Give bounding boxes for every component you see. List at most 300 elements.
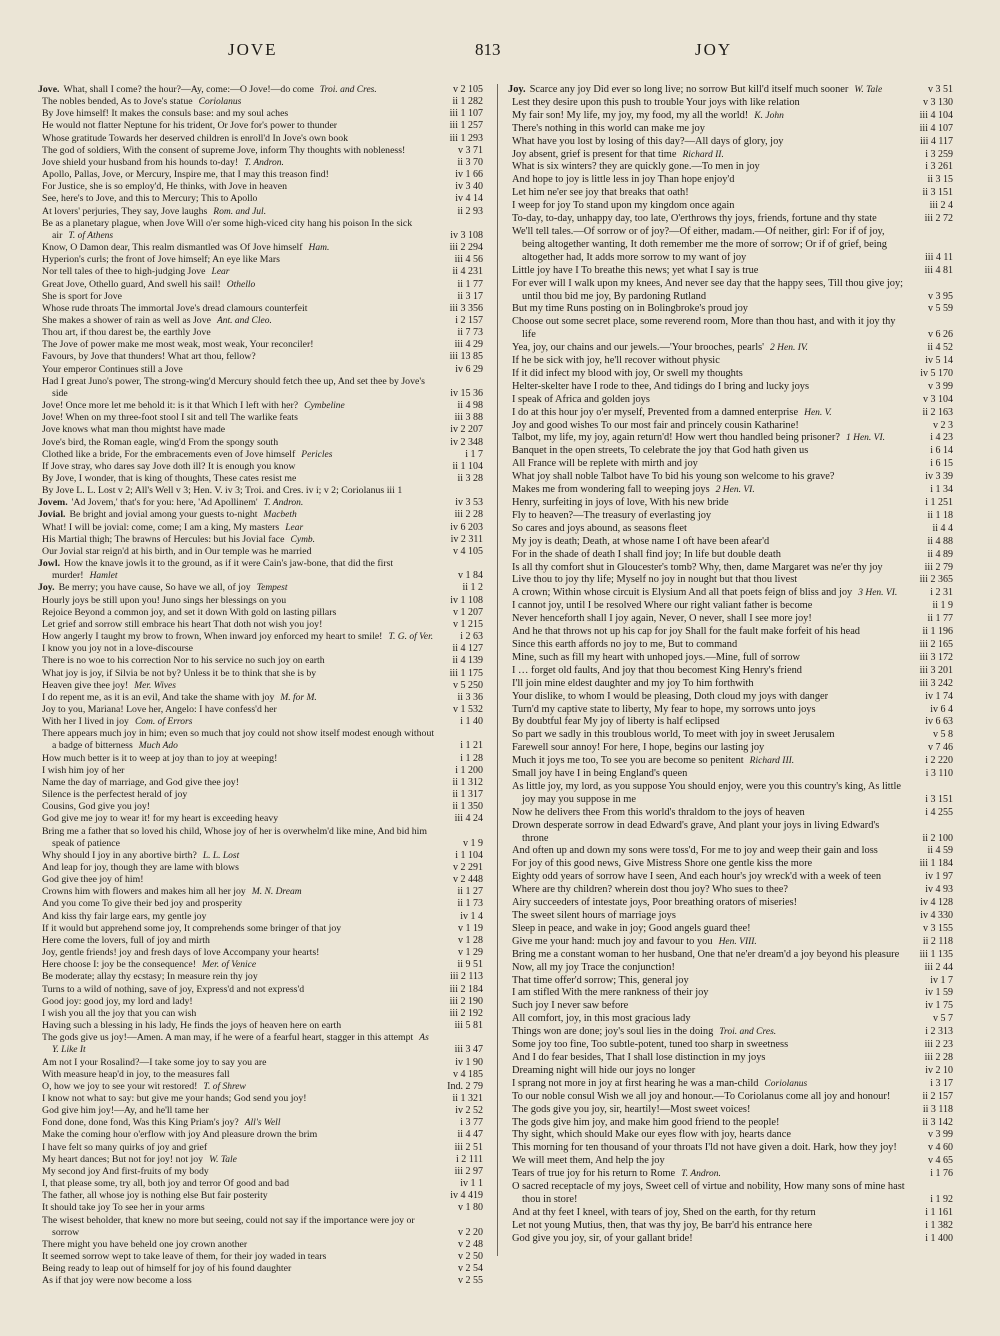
entry-quotation: That time offer'd sorrow; This, general joy [512,974,689,986]
entry-act-scene-line: Ind. 2 79 [447,1080,483,1092]
concordance-entry [508,562,953,575]
entry-play-title: Cymbeline [304,401,345,412]
concordance-entry [38,765,483,777]
entry-act-scene-line: iv 5 170 [920,367,953,379]
entry-act-scene-line: v 1 80 [458,1202,483,1214]
concordance-entry [508,1142,953,1155]
entry-quotation: Here come the lovers, full of joy and mirth [42,934,210,946]
concordance-entry [508,149,953,162]
entry-quotation: If he be sick with joy, he'll recover without physic [512,355,720,367]
entry-act-scene-line: ii 1 77 [457,278,483,290]
concordance-entry [508,704,953,717]
entry-act-scene-line: ii 3 15 [927,174,953,186]
entry-quotation: Where are thy children? wherein dost thou joy? Who sues to thee? [512,884,788,896]
entry-act-scene-line: i 2 111 [455,1153,483,1165]
entry-act-scene-line: v 1 19 [458,922,483,934]
entry-quotation: Clothed like a bride, For the embracements even of Jove himself [42,448,296,460]
entry-act-scene-line: iv 6 29 [455,363,483,375]
entry-act-scene-line: i 6 15 [930,458,953,470]
entry-act-scene-line: iv 4 330 [920,910,953,921]
concordance-entry [508,600,953,613]
entry-quotation: Choose out some secret place, some reverend room, More than thou hast, and with it joy thy life [512,316,896,341]
entry-quotation: But my time Runs posting on in Bolingbroke's proud joy [512,303,748,315]
concordance-entry [508,639,953,652]
entry-act-scene-line: v 4 60 [928,1142,953,1154]
concordance-entry [38,1020,483,1032]
concordance-entry [38,959,483,971]
entry-act-scene-line: ii 4 88 [927,535,953,547]
concordance-entry [38,291,483,303]
entry-quotation: Crowns him with flowers and makes him all her joy [42,886,246,898]
entry-act-scene-line: v 3 130 [923,96,953,108]
entry-act-scene-line: iv 1 4 [460,910,483,922]
entry-act-scene-line: iii 2 97 [454,1165,483,1177]
entry-act-scene-line: iv 1 74 [925,690,953,702]
entry-quotation: I know you joy not in a love-discourse [42,643,194,655]
concordance-entry [38,376,483,400]
entry-act-scene-line: iii 13 85 [449,351,483,363]
entry-act-scene-line: ii 1 2 [462,582,483,594]
concordance-entry [508,136,953,149]
entry-act-scene-line: v 4 105 [453,545,483,557]
concordance-entry [38,935,483,947]
entry-quotation: Be bright and jovial among your guests to-night [69,509,258,521]
entry-quotation: Jove! When on my three-foot stool I sit and tell The warlike feats [42,412,298,424]
entry-quotation: Jove! Once more let me behold it: is it that Which I left with her? [42,400,299,412]
entry-act-scene-line: v 3 99 [928,380,953,392]
entry-act-scene-line: i 1 400 [925,1232,953,1244]
concordance-entry [508,110,953,123]
concordance-entry [38,655,483,667]
entry-quotation: She is sport for Jove [42,290,123,302]
entry-act-scene-line: ii 2 157 [922,1090,953,1102]
concordance-entry [508,1000,953,1013]
entry-play-title: Mer. Wives [134,680,176,691]
entry-play-title: Pericles [301,449,333,460]
entry-quotation: What, shall I come? the hour?—Ay, come:—O Jove!—do come [63,84,314,95]
entry-play-title: Richard II. [682,149,724,160]
entry-act-scene-line: iii 3 242 [919,677,953,689]
concordance-entry [508,200,953,213]
entry-play-title: Hamlet [89,571,118,582]
entry-quotation: I know not what to say: but give me your hands; God send you joy! [42,1092,307,1104]
entry-act-scene-line: ii 4 47 [457,1129,483,1141]
entry-quotation: For Justice, she is so employ'd, He thinks, with Jove in heaven [42,181,288,193]
entry-act-scene-line: ii 2 93 [457,205,483,217]
entry-act-scene-line: iii 3 88 [454,412,483,424]
entry-quotation: I do at this hour joy o'er myself, Prevented from a damned enterprise [512,406,799,418]
entry-quotation: And you come To give their bed joy and prosperity [42,898,243,910]
entry-quotation: God give thee joy of him! [42,874,144,886]
entry-act-scene-line: iv 4 128 [920,897,953,909]
concordance-entry [38,1178,483,1190]
entry-quotation: God give you joy, sir, of your gallant bride! [512,1232,693,1244]
entry-act-scene-line: iii 2 184 [449,983,483,995]
entry-act-scene-line: iii 4 29 [454,339,483,351]
concordance-entry [38,850,483,862]
entry-act-scene-line: v 3 104 [923,393,953,405]
entry-quotation: Now, all my joy Trace the conjunction! [512,961,675,973]
entry-quotation: Jove's bird, the Roman eagle, wing'd From the spongy south [42,436,279,448]
entry-act-scene-line: v 2 50 [458,1251,483,1262]
concordance-entry [38,108,483,120]
entry-headword: Jove. [38,84,60,95]
concordance-entry [508,665,953,678]
entry-act-scene-line: iii 3 172 [919,651,953,663]
entry-play-title: Lear [211,267,230,278]
entry-act-scene-line: i 2 220 [925,755,953,767]
entry-quotation: Jove shield your husband from his hounds to-day! [42,156,239,168]
entry-quotation: By doubtful fear My joy of liberty is half eclipsed [512,716,720,728]
concordance-entry [38,1032,483,1056]
entry-act-scene-line: iv 2 52 [455,1105,483,1117]
entry-act-scene-line: iii 4 81 [924,264,953,276]
entry-quotation: What have you lost by losing of this day?—All days of glory, joy [512,135,784,147]
concordance-entry [38,1117,483,1129]
entry-act-scene-line: iii 4 11 [925,251,953,263]
entry-quotation: God give him joy!—Ay, and he'll tame her [42,1105,209,1117]
entry-act-scene-line: v 3 155 [923,922,953,934]
entry-quotation: Yea, joy, our chains and our jewels.—'Your brooches, pearls' [512,342,765,354]
entry-act-scene-line: ii 1 77 [927,613,953,625]
concordance-entry [38,898,483,910]
entry-act-scene-line: ii 4 231 [452,266,483,278]
entry-quotation: Your dislike, to whom I would be pleasing, Doth cloud my joys with danger [512,690,829,702]
entry-act-scene-line: i 1 40 [460,716,483,728]
entry-play-title: Rom. and Jul. [213,206,267,217]
concordance-entry [508,278,953,304]
concordance-entry [508,729,953,742]
entry-quotation: My heart dances; But not for joy! not joy [42,1153,204,1165]
entry-act-scene-line: iii 2 4 [929,200,953,212]
entry-act-scene-line: ii 1 9 [932,600,953,612]
concordance-entry [38,485,483,497]
concordance-entry [38,668,483,680]
concordance-entry [38,582,483,594]
entry-play-title: T. Andron. [681,1169,721,1180]
concordance-entry [38,218,483,242]
entry-act-scene-line: ii 1 27 [457,886,483,898]
entry-act-scene-line: iii 5 81 [454,1020,483,1032]
entry-act-scene-line: iii 2 72 [924,213,953,225]
entry-quotation: Lest they desire upon this push to trouble Your joys with like relation [512,96,800,108]
entry-act-scene-line: i 1 382 [925,1219,953,1231]
entry-quotation: I weep for joy To stand upon my kingdom once again [512,200,735,212]
entry-act-scene-line: i 4 23 [930,432,953,444]
entry-act-scene-line: i 3 17 [930,1077,953,1089]
concordance-entry [508,923,953,936]
entry-quotation: Whose gratitude Towards her deserved children is enroll'd In Jove's own book [42,132,349,144]
entry-quotation: 'Ad Jovem,' that's for you: here, 'Ad Apollinem' [71,497,258,509]
concordance-entry [508,975,953,988]
entry-act-scene-line: i 1 104 [455,849,483,861]
entry-act-scene-line: i 1 28 [460,752,483,764]
entry-act-scene-line: i 3 110 [925,768,953,780]
concordance-entry [508,807,953,820]
entry-play-title: L. L. Lost [202,850,240,861]
concordance-entry [38,509,483,521]
entry-quotation: For in the shade of death I shall find joy; In life but double death [512,548,781,560]
concordance-entry [508,1013,953,1026]
entry-quotation: She makes a shower of rain as well as Jove [42,314,211,326]
entry-quotation: I'll join mine eldest daughter and my joy To him forthwith [512,677,754,689]
concordance-entry [38,1105,483,1117]
concordance-entry [38,461,483,473]
concordance-entry [38,971,483,983]
concordance-entry [508,678,953,691]
entry-quotation: The gods give you joy, sir, heartily!—Most sweet voices! [512,1103,751,1115]
entry-quotation: Let grief and sorrow still embrace his heart That doth not wish you joy! [42,618,323,630]
concordance-entry [38,437,483,449]
entry-quotation: Let not young Mutius, then, that was thy joy, Be barr'd his entrance here [512,1219,813,1231]
concordance-entry [38,1081,483,1093]
entry-act-scene-line: iv 1 90 [455,1056,483,1068]
entry-quotation: What joy shall noble Talbot have To bid his young son welcome to his grave? [512,471,835,483]
right-headword: JOY [695,40,733,59]
entry-quotation: Henry, surfeiting in joys of love, With his new bride [512,497,729,508]
concordance-entry [38,534,483,546]
entry-play-title: 2 Hen. VI. [715,485,755,496]
concordance-entry [508,691,953,704]
entry-quotation: There might you have beheld one joy crown another [42,1238,248,1250]
entry-play-title: Mer. of Venice [201,960,257,971]
entry-act-scene-line: i 1 7 [465,448,483,460]
concordance-entry [508,1233,953,1246]
entry-quotation: Turns to a wild of nothing, save of joy, Express'd and not express'd [42,983,305,995]
entry-act-scene-line: iii 1 135 [919,948,953,960]
entry-play-title: Much Ado [138,741,178,752]
entry-act-scene-line: ii 4 98 [457,400,483,412]
entry-act-scene-line: iv 3 40 [455,181,483,193]
entry-act-scene-line: i 2 313 [925,1026,953,1038]
entry-act-scene-line: iv 6 63 [925,716,953,728]
concordance-entry [38,558,483,582]
entry-quotation: Banquet in the open streets, To celebrate the joy that God hath given us [512,445,809,457]
entry-quotation: The wisest beholder, that knew no more but seeing, could not say if the importance were joy or sorrow [42,1214,415,1238]
entry-quotation: To our noble consul Wish we all joy and honour.—To Coriolanus come all joy and honour! [512,1090,891,1102]
entry-act-scene-line: v 1 215 [453,618,483,630]
entry-act-scene-line: iv 1 97 [925,871,953,883]
entry-act-scene-line: ii 1 350 [452,801,483,813]
entry-act-scene-line: v 2 3 [933,419,953,431]
entry-act-scene-line: i 1 76 [930,1168,953,1180]
entry-quotation: Since this earth affords no joy to me, But to command [512,638,738,650]
concordance-entry [38,619,483,631]
entry-act-scene-line: iv 5 14 [925,355,953,367]
entry-act-scene-line: iii 4 117 [920,135,953,147]
entry-act-scene-line: iv 3 53 [455,497,483,509]
entry-play-title: Hen. V. [804,407,832,418]
entry-quotation: There's nothing in this world can make me joy [512,122,705,134]
entry-headword: Joy. [38,582,55,594]
concordance-entry [38,266,483,278]
entry-play-title: 2 Hen. IV. [770,343,808,354]
entry-play-title: 3 Hen. VI. [858,588,898,599]
entry-act-scene-line: ii 1 18 [927,509,953,521]
concordance-entry [508,820,953,846]
entry-quotation: And kiss thy fair large ears, my gentle joy [42,910,207,922]
entry-act-scene-line: v 4 185 [453,1068,483,1080]
entry-quotation: Great Jove, Othello guard, And swell his sail! [42,278,221,290]
entry-quotation: Fond done, done fond, Was this King Priam's joy? [42,1117,239,1129]
concordance-entry [508,962,953,975]
entry-quotation: Helter-skelter have I rode to thee, And tidings do I bring and lucky joys [512,380,810,392]
concordance-entry [38,947,483,959]
entry-act-scene-line: iii 2 113 [450,971,483,983]
entry-quotation: I am stifled With the mere rankness of their joy [512,987,709,999]
concordance-entry [508,1117,953,1130]
entry-act-scene-line: ii 3 70 [457,156,483,168]
entry-act-scene-line: v 2 105 [453,84,483,95]
entry-quotation: The god of soldiers, With the consent of supreme Jove, inform Thy thoughts with nobleness! [42,144,406,156]
entry-quotation: My second joy And first-fruits of my body [42,1165,209,1177]
entry-quotation: Am not I your Rosalind?—I take some joy to say you are [42,1056,267,1068]
concordance-entry [38,1008,483,1020]
concordance-entry [38,777,483,789]
concordance-entry [508,910,953,923]
concordance-entry [38,716,483,728]
entry-quotation: Be merry; you have cause, So have we all, of joy [58,582,251,594]
concordance-entry [38,157,483,169]
entry-quotation: Our Jovial star reign'd at his birth, and in Our temple was he married [42,545,312,557]
entry-quotation: Live thou to joy thy life; Myself no joy in nought but that thou livest [512,574,798,586]
concordance-entry [508,316,953,342]
entry-act-scene-line: iii 2 365 [919,574,953,586]
concordance-entry [508,265,953,278]
entry-act-scene-line: v 7 46 [928,742,953,754]
concordance-entry [508,1026,953,1039]
concordance-entry [508,497,953,510]
entry-quotation: I … forget old faults, And joy that thou becomest King Henry's friend [512,664,802,676]
entry-quotation: Now he delivers thee From this world's thraldom to the joys of heaven [512,806,805,818]
concordance-entry [38,497,483,509]
entry-quotation: This morning for ten thousand of your throats I'ld not have given a doit. Hark, how they joy! [512,1142,897,1154]
concordance-entry [38,96,483,108]
entry-act-scene-line: iii 1 184 [919,858,953,870]
entry-quotation: I wish you all the joy that you can wish [42,1007,197,1019]
concordance-entry [38,753,483,765]
right-column [508,84,953,1246]
entry-quotation: O, how we joy to see your wit restored! [42,1080,198,1092]
concordance-entry [38,169,483,181]
entry-play-title: Coriolanus [198,97,242,108]
entry-act-scene-line: iv 3 39 [925,471,953,483]
entry-act-scene-line: ii 3 17 [457,290,483,302]
concordance-entry [38,522,483,534]
entry-quotation: The Jove of power make me most weak, most weak, Your reconciler! [42,339,314,351]
concordance-entry [508,871,953,884]
entry-act-scene-line: ii 3 151 [922,187,953,199]
concordance-entry [38,1166,483,1178]
entry-act-scene-line: ii 1 317 [452,789,483,801]
concordance-entry [38,364,483,376]
concordance-entry [38,996,483,1008]
left-headword: JOVE [228,40,278,59]
entry-quotation: Nor tell tales of thee to high-judging Jove [42,266,206,278]
entry-quotation: God give me joy to wear it! for my heart is exceeding heavy [42,813,279,825]
concordance-entry [508,574,953,587]
concordance-entry [38,595,483,607]
entry-play-title: T. of Athens [68,230,114,241]
concordance-entry [38,1142,483,1154]
entry-quotation: See, here's to Jove, and this to Mercury; This to Apollo [42,193,258,205]
entry-quotation: How angerly I taught my brow to frown, When inward joy enforced my heart to smile! [42,631,383,643]
concordance-entry [508,755,953,768]
entry-play-title: Ham. [308,243,330,254]
entry-act-scene-line: iii 2 190 [449,995,483,1007]
concordance-entry [508,445,953,458]
entry-quotation: Sleep in peace, and wake in joy; Good angels guard thee! [512,922,751,934]
concordance-entry [38,1190,483,1202]
entry-quotation: For joy of this good news, Give Mistress Shore one gentle kiss the more [512,858,813,870]
entry-act-scene-line: ii 3 28 [457,473,483,484]
entry-play-title: T. Andron. [263,498,304,509]
entry-play-title: Troi. and Cres. [719,1027,777,1038]
concordance-entry [508,768,953,781]
entry-act-scene-line: v 1 84 [458,570,483,582]
concordance-entry [508,381,953,394]
entry-quotation: What! I will be jovial: come, come; I am a king, My masters [42,521,280,533]
entry-quotation: What is six winters? they are quickly gone.—To men in joy [512,161,760,173]
concordance-entry [508,174,953,187]
entry-act-scene-line: ii 1 282 [452,96,483,108]
entry-play-title: W. Tale [854,85,883,95]
entry-quotation: I speak of Africa and golden joys [512,393,650,405]
concordance-entry [508,1207,953,1220]
entry-act-scene-line: v 1 532 [453,703,483,715]
entry-quotation: Hyperion's curls; the front of Jove himself; An eye like Mars [42,254,280,266]
entry-quotation: Know, O Damon dear, This realm dismantled was Of Jove himself [42,242,303,254]
concordance-entry [38,351,483,363]
entry-act-scene-line: v 3 51 [928,84,953,95]
concordance-entry [508,1078,953,1091]
entry-quotation: We'll tell tales.—Of sorrow or of joy?—Of either, madam.—Of neither, girl: For if of joy, being altogether wanting, It doth remember me the more of sorrow; Or if of grief, being altogether had, It adds more sorrow to my want of joy [512,225,888,263]
concordance-entry [38,1215,483,1239]
entry-act-scene-line: v 3 71 [458,144,483,156]
entry-play-title: Macbeth [263,510,297,521]
entry-quotation: Bring me a constant woman to her husband, One that ne'er dream'd a joy beyond his pleasure [512,948,900,960]
concordance-entry [38,279,483,291]
entry-quotation: My joy is death; Death, at whose name I oft have been afear'd [512,535,770,547]
entry-quotation: For ever will I walk upon my knees, And never see day that the happy sees, Till thou give joy; until thou bid me joy, By pardoning Rutland [512,277,904,302]
concordance-entry [38,449,483,461]
entry-act-scene-line: ii 4 139 [452,655,483,667]
concordance-entry [508,432,953,445]
concordance-entry [38,631,483,643]
entry-act-scene-line: i 3 261 [925,161,953,173]
entry-quotation: The nobles bended, As to Jove's statue [42,96,193,108]
entry-act-scene-line: v 1 28 [458,934,483,946]
entry-quotation: Joy to you, Mariana! Love her, Angelo: I have confess'd her [42,703,277,715]
concordance-entry [508,226,953,265]
entry-play-title: Cymb. [290,534,316,545]
entry-act-scene-line: iv 6 4 [930,703,953,715]
entry-act-scene-line: i 6 14 [930,445,953,457]
concordance-entry [508,187,953,200]
entry-quotation: Little joy have I To breathe this news; yet what I say is true [512,264,759,276]
concordance-entry [38,923,483,935]
entry-act-scene-line: ii 4 127 [452,643,483,655]
entry-act-scene-line: iv 1 1 [460,1178,483,1190]
entry-act-scene-line: v 5 59 [928,303,953,315]
entry-quotation: I have felt so many quirks of joy and grief [42,1141,208,1153]
entry-quotation: Turn'd my captive state to liberty, My fear to hope, my sorrows unto joys [512,703,816,715]
entry-quotation: Give me your hand: much joy and favour to you [512,935,713,947]
entry-quotation: Bring me a father that so loved his child, Whose joy of her is overwhelm'd like mine, And bid him speak of patience [42,825,427,849]
entry-quotation: By Jove, I wonder, that is king of thoughts, These cates resist me [42,473,297,484]
entry-act-scene-line: iii 2 44 [924,961,953,973]
entry-act-scene-line: ii 1 196 [922,626,953,638]
